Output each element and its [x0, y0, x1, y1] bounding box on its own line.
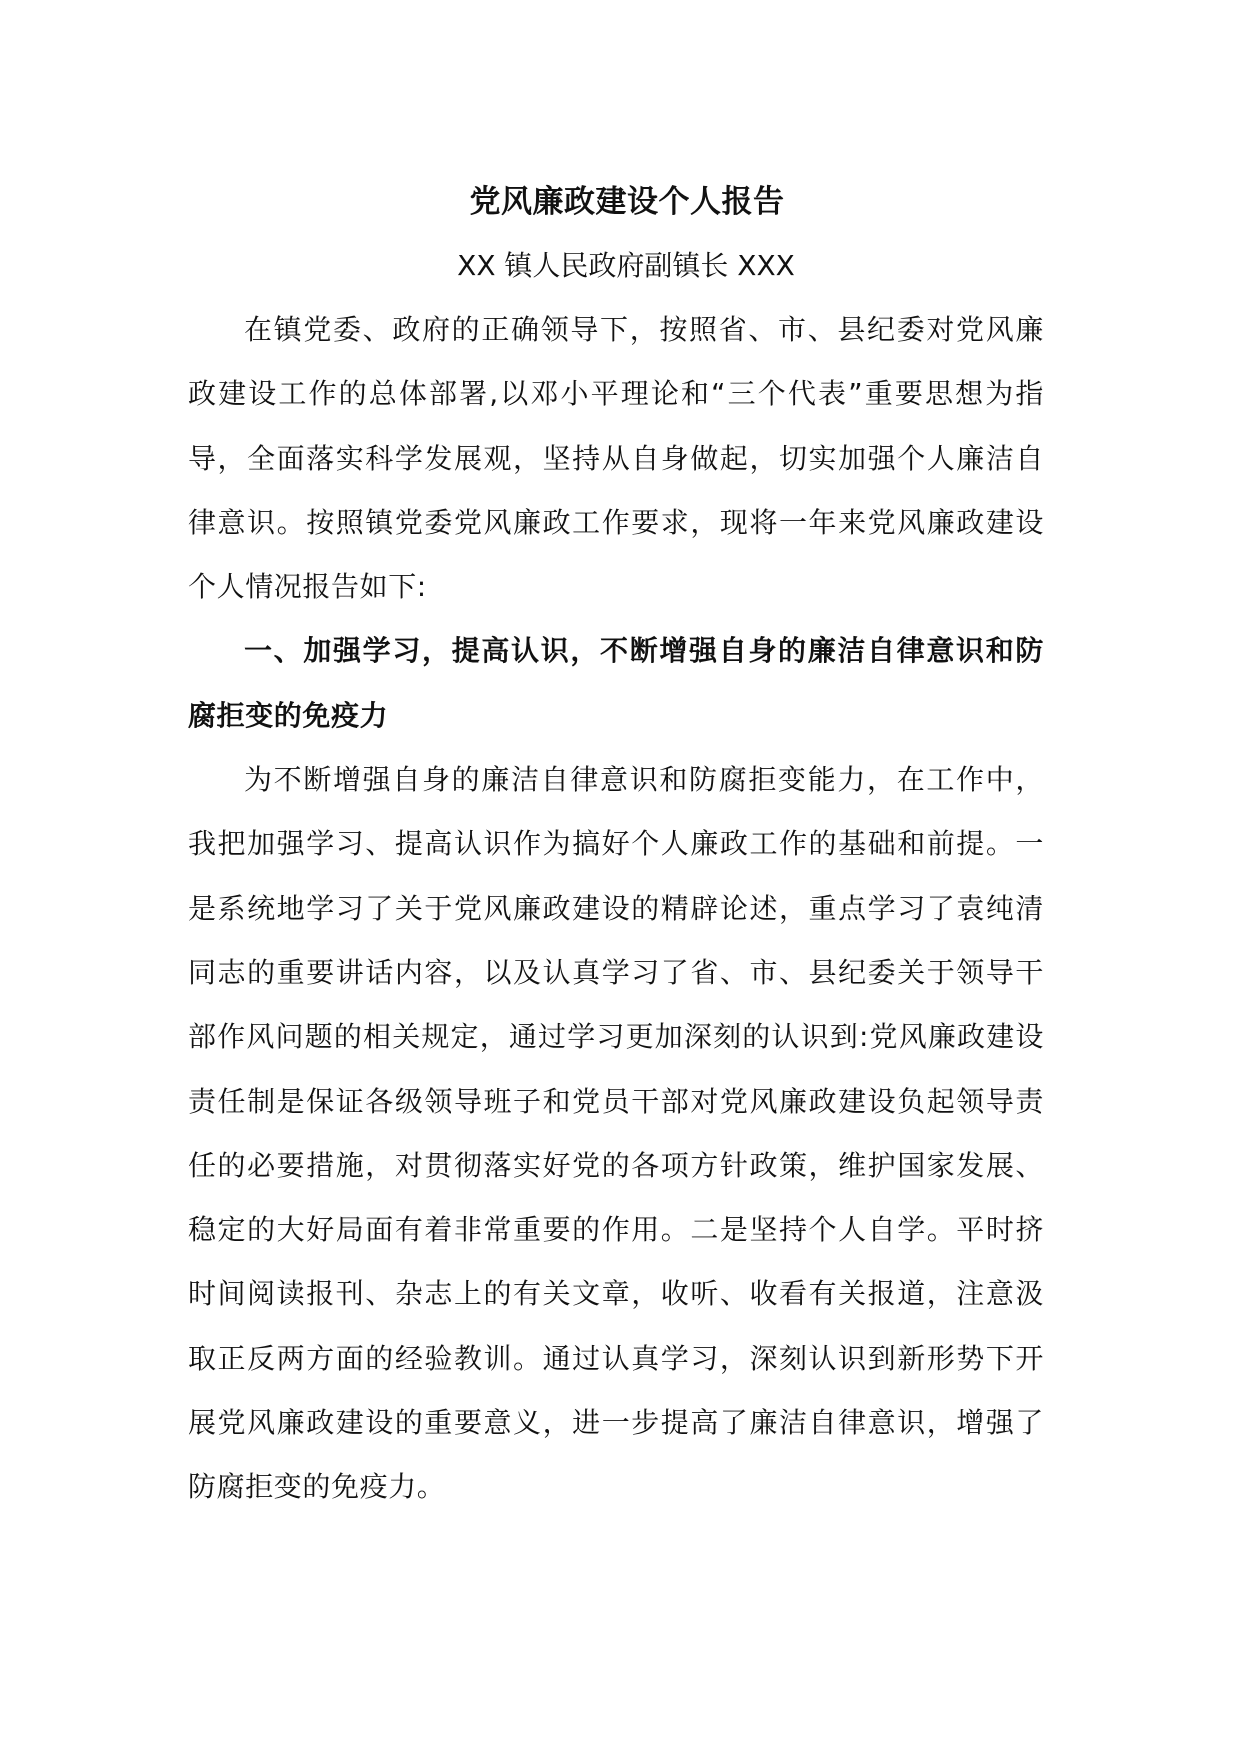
document-title: 党风廉政建设个人报告 [469, 184, 785, 220]
section-heading-1: 一、加强学习，提高认识，不断增强自身的廉洁自律意识和防腐拒变的免疫力 [188, 634, 1044, 732]
section-1-paragraph: 为不断增强自身的廉洁自律意识和防腐拒变能力，在工作中，我把加强学习、提高认识作为搞好个人廉政工作的基础和前提。一是系统地学习了关于党风廉政建设的精辟论述，重点学习了袁纯清同志的重要讲话内容，以及认真学习了省、市、县纪委关于领导干部作风问题的相关规定，通过学习更加深刻的认识到:党风廉政建设责任制是保证各级领导班子和党员干部对党风廉政建设负起领导责任的必要措施，对贯彻落实好党的各项方针政策，维护国家发展、稳定的大好局面有着非常重要的作用。二是坚持个人自学。平时挤时间阅读报刊、杂志上的有关文章，收听、收看有关报道，注意汲取正反两方面的经验教训。通过认真学习，深刻认识到新形势下开展党风廉政建设的重要意义，进一步提高了廉洁自律意识，增强了防腐拒变的免疫力。 [188, 763, 1044, 1504]
intro-paragraph: 在镇党委、政府的正确领导下，按照省、市、县纪委对党风廉政建设工作的总体部署,以邓小平理论和“三个代表”重要思想为指导，全面落实科学发展观，坚持从自身做起，切实加强个人廉洁自律意识。按照镇党委党风廉政工作要求，现将一年来党风廉政建设个人情况报告如下: [188, 313, 1044, 604]
document-page [188, 170, 1044, 1520]
document-subtitle: XX 镇人民政府副镇长 XXX [457, 249, 795, 282]
